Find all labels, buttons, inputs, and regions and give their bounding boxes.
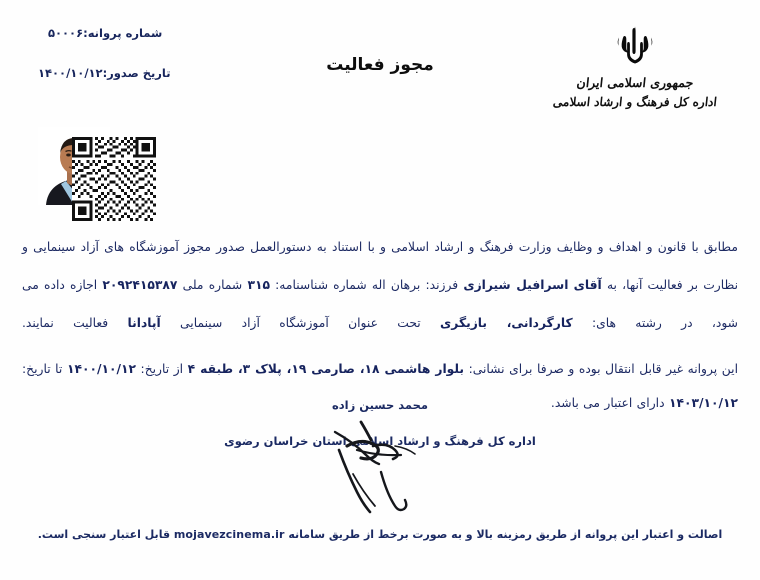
page-title: مجوز فعالیت bbox=[326, 55, 434, 75]
paragraph2-to-label: تا تاریخ: bbox=[22, 362, 67, 376]
permit-body bbox=[22, 228, 738, 420]
applicant-honorific: آقای bbox=[573, 278, 602, 292]
signature-block bbox=[0, 398, 760, 448]
footer-text-after: قابل اعتبار سنجی است. bbox=[37, 528, 174, 541]
verification-website: mojavezcinema.ir bbox=[173, 528, 285, 541]
paragraph2-closing: دارای اعتبار می باشد. bbox=[550, 396, 669, 410]
paragraph1-national-label: شماره ملی bbox=[177, 278, 248, 292]
valid-from-date: ۱۴۰۰/۱۰/۱۲ bbox=[66, 362, 136, 376]
footer-verification-note bbox=[0, 528, 760, 541]
permit-paragraph-main bbox=[22, 228, 738, 342]
paragraph1-intro: مطابق با قانون و اهداف و وظایف وزارت فرهنگ و ارشاد اسلامی و با استناد به دستورالعمل صدور مجوز آموزشگاه های آزاد سینمایی و نظارت بر فعالیت آنها، به bbox=[22, 240, 738, 292]
signatory-office: اداره کل فرهنگ و ارشاد اسلامی استان خراسان رضوی bbox=[224, 434, 536, 448]
emblem-line-office: اداره کل فرهنگ و ارشاد اسلامی bbox=[552, 94, 718, 109]
valid-to-date: ۱۴۰۳/۱۰/۱۲ bbox=[668, 396, 738, 410]
permit-fields: کارگردانی، بازیگری bbox=[440, 316, 573, 330]
emblem-block bbox=[540, 24, 730, 111]
permit-number-line: شماره پروانه:۵۰۰۰۶ bbox=[48, 26, 163, 40]
paragraph1-closing: فعالیت نمایند. bbox=[22, 316, 128, 330]
paragraph2-from-label: از تاریخ: bbox=[135, 362, 188, 376]
paragraph1-under-title: تحت عنوان آموزشگاه آزاد سینمایی bbox=[160, 316, 441, 330]
signatory-name: محمد حسین زاده bbox=[331, 398, 429, 412]
id-number: ۳۱۵ bbox=[247, 278, 270, 292]
school-name: آپادانا bbox=[127, 316, 161, 330]
applicant-name: اسرافیل شیرازی bbox=[463, 278, 569, 292]
issue-date-line: تاریخ صدور:۱۴۰۰/۱۰/۱۲ bbox=[38, 66, 171, 80]
national-id: ۲۰۹۲۴۱۵۳۸۷ bbox=[102, 278, 178, 292]
paragraph1-permission: اجازه داده می شود، در رشته های: bbox=[22, 278, 738, 330]
qr-code-icon bbox=[72, 137, 156, 221]
footer-text-before: اصالت و اعتبار این پروانه از طریق رمزینه بالا و به صورت برخط از طریق سامانه bbox=[284, 528, 723, 541]
permit-address: بلوار هاشمی ۱۸، صارمی ۱۹، پلاک ۳، طبقه ۴ bbox=[187, 362, 465, 376]
emblem-line-country: جمهوری اسلامی ایران bbox=[575, 75, 695, 90]
paragraph2-intro: این پروانه غیر قابل انتقال بوده و صرفا برای نشانی: bbox=[464, 362, 738, 376]
iran-emblem-icon bbox=[540, 24, 730, 70]
paragraph1-parentage: فرزند: برهان اله شماره شناسنامه: bbox=[269, 278, 464, 292]
